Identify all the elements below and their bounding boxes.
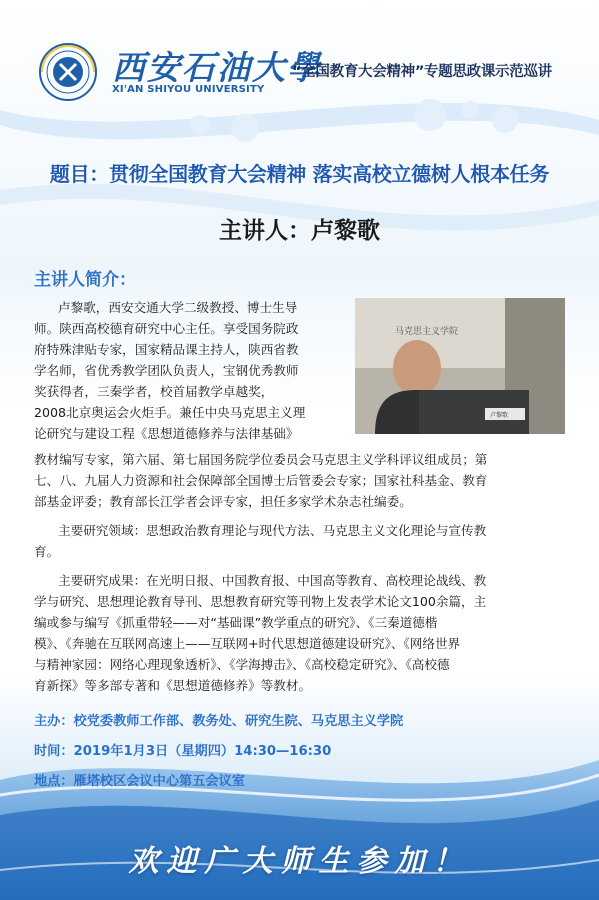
time-info: 时间：2019年1月3日（星期四）14:30—16:30 [34, 744, 332, 759]
bio-line-1: 卢黎歌，西安交通大学二级教授、博士生导 [58, 300, 298, 315]
bio-line-3: 府特殊津贴专家，国家精品课主持人，陕西省教 [34, 342, 299, 357]
research-results-line-5: 与精神家园：网络心理现象透析》、《学海搏击》、《高校稳定研究》、《高校德 [34, 657, 450, 672]
organizer-info: 主办：校党委教师工作部、教务处、研究生院、马克思主义学院 [34, 714, 404, 729]
bio-line-9: 七、八、九届人力资源和社会保障部全国博士后管委会专家；国家社科基金、教育 [34, 473, 488, 488]
speaker-name: 主讲人：卢黎歌 [219, 217, 380, 244]
research-results-line-2: 学与研究、思想理论教育导刊、思想教育研究等刊物上发表学术论文100余篇，主 [34, 594, 487, 609]
university-name: 西安石油大學 [112, 48, 322, 87]
venue-info: 地点：雁塔校区会议中心第五会议室 [34, 774, 245, 789]
speaker-intro-heading: 主讲人简介： [34, 270, 136, 290]
university-name-en: XI'AN SHIYOU UNIVERSITY [112, 84, 265, 95]
university-logo-icon [38, 42, 98, 102]
research-fields-line-2: 育。 [34, 544, 60, 559]
bio-line-6: 2008北京奥运会火炬手。兼任中央马克思主义理 [34, 405, 306, 420]
research-results-line-1: 主要研究成果：在光明日报、中国教育报、中国高等教育、高校理论战线、教 [58, 573, 487, 588]
speaker-photo [355, 298, 565, 434]
bio-line-10: 部基金评委；教育部长江学者会评专家，担任多家学术杂志社编委。 [34, 494, 412, 509]
research-fields-line-1: 主要研究领域：思想政治教育理论与现代方法、马克思主义文化理论与宣传教 [58, 523, 487, 538]
bio-line-5: 奖获得者，三秦学者，校首届教学卓越奖， [34, 384, 274, 399]
research-results-line-6: 育新探》等多部专著和《思想道德修养》等教材。 [34, 678, 312, 693]
bio-line-4: 学名师，省优秀教学团队负责人，宝钢优秀教师 [34, 363, 299, 378]
lecture-topic: 题目：贯彻全国教育大会精神 落实高校立德树人根本任务 [49, 162, 550, 186]
photo-banner-text: 马克思主义学院 [395, 327, 459, 337]
research-results-line-3: 编或参与编写《抓重带轻——对“基础课”教学重点的研究》、《三秦道德楷 [34, 615, 438, 630]
photo-nameplate-text: 卢黎歌 [490, 412, 509, 419]
bio-line-8: 教材编写专家，第六届、第七届国务院学位委员会马克思主义学科评议组成员；第 [34, 452, 488, 467]
welcome-slogan: 欢迎广大师生参加！ [128, 844, 471, 879]
bio-line-2: 师。陕西高校德育研究中心主任。享受国务院政 [34, 321, 299, 336]
bio-line-7: 论研究与建设工程《思想道德修养与法律基础》 [34, 426, 299, 441]
research-results-line-4: 模》、《奔驰在互联网高速上——互联网+时代思想道德建设研究》、《网络世界 [34, 636, 461, 651]
lecture-series-title: “全国教育大会精神”专题思政课示范巡讲 [292, 64, 552, 80]
